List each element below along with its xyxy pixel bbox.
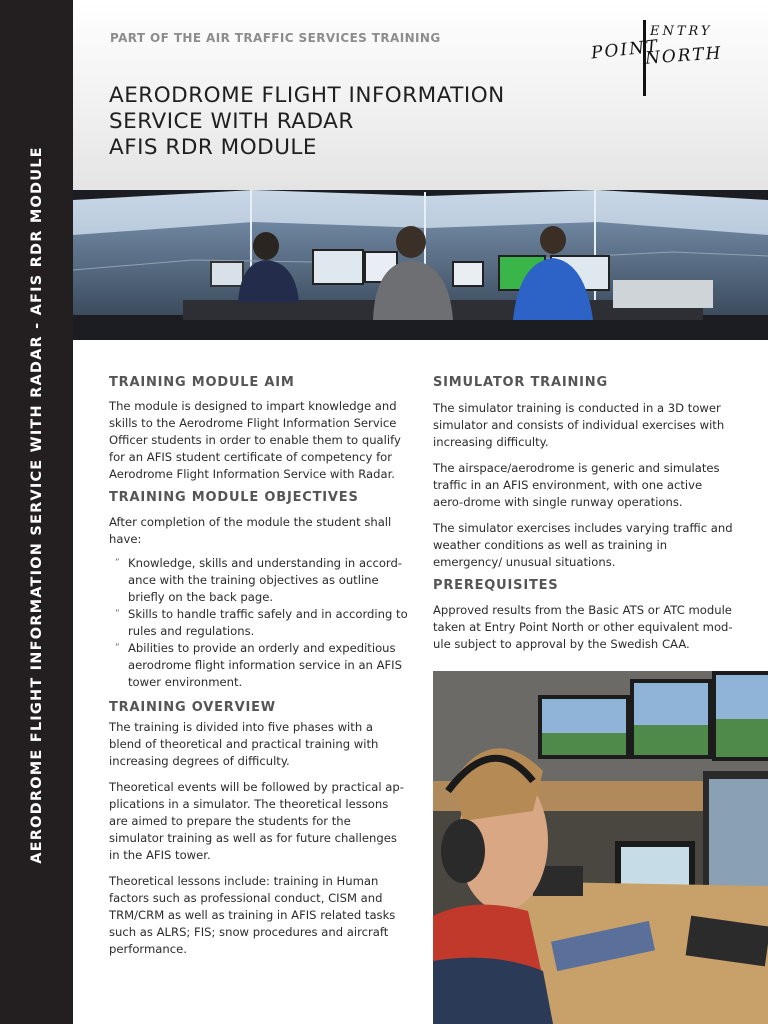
title-line: AERODROME FLIGHT INFORMATION [109, 83, 505, 108]
aim-heading: TRAINING MODULE AIM [109, 375, 295, 390]
simulator-heading: SIMULATOR TRAINING [433, 375, 608, 390]
prerequisites-text: Approved results from the Basic ATS or ATC module taken at Entry Point North or other equivalent mod-ule subject to approval by the Swedish CAA. [433, 603, 733, 651]
objective-text: Abilities to provide an orderly and expeditious aerodrome flight information service in an AFIS tower environment. [128, 641, 402, 689]
objectives-intro: After completion of the module the student shall have: [109, 515, 392, 546]
logo-word-point: POINT [590, 36, 661, 64]
aim-text: The module is designed to impart knowledge and skills to the Aerodrome Flight Information Service Officer students in order to enable them to qualify for an AFIS student certificate of competency for Aerodrome Flight Information Service with Radar. [109, 399, 401, 481]
bullet-icon: ” [115, 558, 120, 568]
prerequisites-heading: PREREQUISITES [433, 578, 559, 593]
title-line: AFIS RDR MODULE [109, 135, 317, 160]
overview-paragraph: Theoretical events will be followed by practical ap-plications in a simulator. The theoretical lessons are aimed to prepare the students for the simulator training as well as for future challenges in the AFIS tower. [109, 780, 404, 862]
objective-text: Skills to handle traffic safely and in according to rules and regulations. [128, 607, 408, 638]
right-column [433, 374, 733, 653]
objective-text: Knowledge, skills and understanding in accord-ance with the training objectives as outline briefly on the back page. [128, 556, 403, 604]
left-column [109, 374, 409, 958]
bullet-icon: ” [115, 643, 120, 653]
logo-word-entry: ENTRY [650, 24, 713, 39]
logo-word-north: NORTH [644, 43, 724, 69]
simulator-paragraph: The airspace/aerodrome is generic and simulates traffic in an AFIS environment, with one active aero-drome with single runway operations. [433, 461, 720, 509]
entry-point-north-logo [585, 18, 745, 100]
overview-paragraph: The training is divided into five phases with a blend of theoretical and practical training with increasing degrees of difficulty. [109, 720, 379, 768]
objectives-heading: TRAINING MODULE OBJECTIVES [109, 490, 359, 505]
list-item [109, 555, 409, 606]
overview-heading: TRAINING OVERVIEW [109, 700, 276, 715]
overview-paragraph: Theoretical lessons include: training in Human factors such as professional conduct, CISM and TRM/CRM as well as training in AFIS related tasks such as ALRS; FIS; snow procedures and aircraft performance. [109, 874, 396, 956]
list-item [109, 606, 409, 640]
title-line: SERVICE WITH RADAR [109, 109, 354, 134]
student-simulator-photo [433, 671, 768, 1024]
kicker-text: PART OF THE AIR TRAFFIC SERVICES TRAINING [110, 31, 441, 45]
simulator-banner-photo [73, 190, 768, 340]
sidebar-title: AERODROME FLIGHT INFORMATION SERVICE WITH RADAR - AFIS RDR MODULE [29, 146, 45, 864]
bullet-icon: ” [115, 609, 120, 619]
simulator-paragraph: The simulator exercises includes varying traffic and weather conditions as well as training in emergency/ unusual situations. [433, 521, 733, 569]
page-title [109, 83, 505, 161]
simulator-paragraph: The simulator training is conducted in a 3D tower simulator and consists of individual exercises with increasing difficulty. [433, 401, 725, 449]
list-item [109, 640, 409, 691]
sidebar-band [0, 0, 73, 1024]
objectives-list [109, 555, 409, 691]
